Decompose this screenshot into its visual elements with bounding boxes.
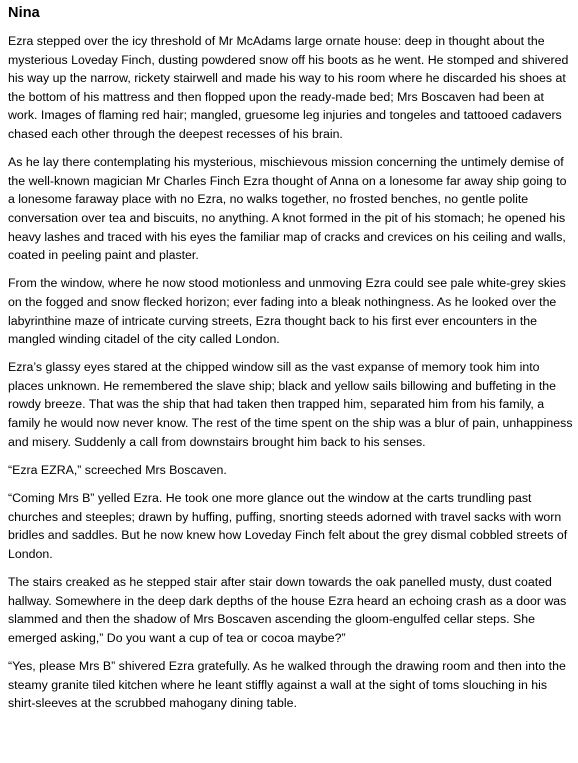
paragraph-6: “Coming Mrs B” yelled Ezra. He took one more glance out the window at the carts trundling past churches and steeples; drawn by huffing, puffing, snorting steeds adorned with travel sacks with worn bridles and saddles. But he now knew how Loveday Finch felt about the grey dismal cobbled streets of London. xyxy=(8,491,568,561)
paragraph-2: As he lay there contemplating his mysterious, mischievous mission concerning the untimely demise of the well-known magician Mr Charles Finch Ezra thought of Anna on a lonesome far away ship going to a lonesome faraway place with no Ezra, no walks together, no frosted benches, no gentle polite conversation over tea and biscuits, no anything. A knot formed in the pit of his stomach; he opened his heavy lashes and traced with his eyes the familiar map of cracks and crevices on his ceiling and walls, coated in peeling paint and plaster. xyxy=(8,155,567,263)
paragraph-7: The stairs creaked as he stepped stair after stair down towards the oak panelled musty, dust coated hallway. Somewhere in the deep dark depths of the house Ezra heard an echoing crash as a door was slammed and then the shadow of Mrs Boscaven ascending the gloom-engulfed cellar steps. She emerged asking,” Do you want a cup of tea or cocoa maybe?” xyxy=(8,575,567,645)
paragraph-5: “Ezra EZRA,” screeched Mrs Boscaven. xyxy=(8,462,227,477)
paragraph-1: Ezra stepped over the icy threshold of Mr McAdams large ornate house: deep in thought about the mysterious Loveday Finch, dusting powdered snow off his boots as he went. He stomped and shivered his way up the narrow, rickety stairwell and made his way to his room where he discarded his shoes at the bottom of his mattress and then flopped upon the ready-made bed; Mrs Boscaven had been at work. Images of flaming red hair; mangled, gruesome leg injuries and tongeles and tattooed cadavers chased each other through the deepest recesses of his brain. xyxy=(8,34,569,141)
paragraph-4: Ezra’s glassy eyes stared at the chipped window sill as the vast expanse of memory took him into places unknown. He remembered the slave ship; black and yellow sails billowing and buffeting in the rowdy breeze. That was the ship that had taken then trapped him, separated him from his family, a family he would now never know. The rest of the time spent on the ship was a blur of pain, unhappiness and misery. Suddenly a call from downstairs brought him back to his senses. xyxy=(8,360,573,449)
document-page xyxy=(7,3,573,722)
document-title: Nina xyxy=(8,5,40,21)
paragraph-3: From the window, where he now stood motionless and unmoving Ezra could see pale white-grey skies on the fogged and snow flecked horizon; ever fading into a bleak nothingness. As he looked over the labyrinthine maze of intricate curving streets, Ezra thought back to his first ever encounters in the mangled winding citadel of the city called London. xyxy=(8,276,566,347)
paragraph-8: “Yes, please Mrs B” shivered Ezra gratefully. As he walked through the drawing room and then into the steamy granite tiled kitchen where he leant stiffly against a wall at the sight of toms slouching in his shirt-sleeves at the scrubbed mahogany dining table. xyxy=(8,658,566,711)
